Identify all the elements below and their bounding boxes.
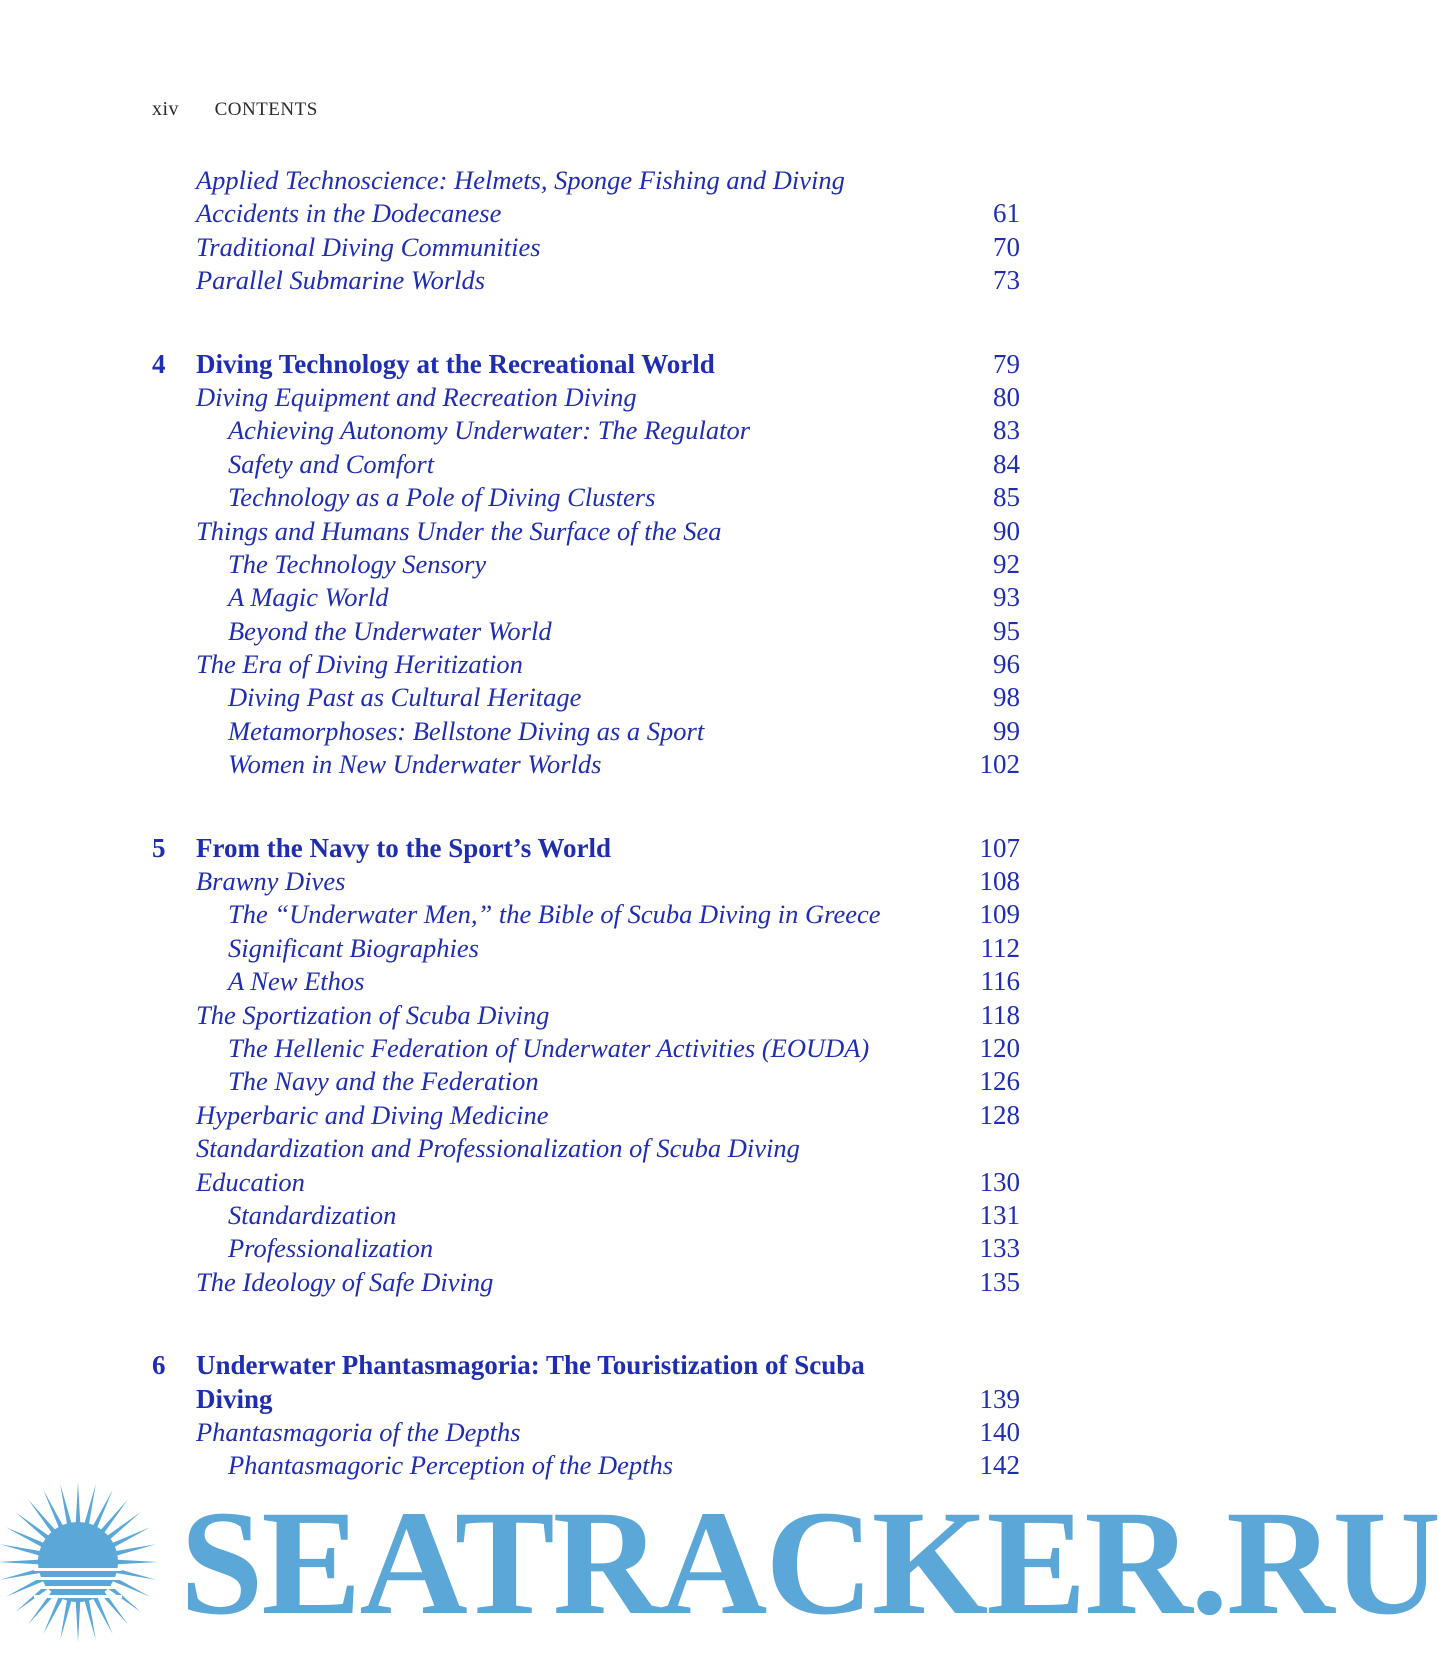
entry-title: Achieving Autonomy Underwater: The Regulator bbox=[228, 415, 751, 446]
entry-title: Underwater Phantasmagoria: The Touristization of Scuba bbox=[196, 1350, 865, 1381]
entry-title: The Hellenic Federation of Underwater Activities (EOUDA) bbox=[228, 1032, 870, 1063]
entry-page-number: 126 bbox=[979, 1066, 1020, 1097]
entry-page-number: 70 bbox=[993, 231, 1020, 262]
page-number: xiv bbox=[152, 98, 180, 120]
sun-stripe bbox=[34, 1568, 122, 1571]
entry-title: Significant Biographies bbox=[228, 932, 479, 963]
sun-ray bbox=[114, 1544, 156, 1556]
subsection-entry bbox=[152, 548, 1020, 581]
sun-ray bbox=[28, 1499, 56, 1533]
entry-page-number: 140 bbox=[979, 1416, 1020, 1447]
sun-ray bbox=[106, 1512, 140, 1540]
entry-page-number: 142 bbox=[979, 1450, 1020, 1481]
entry-title: Diving Past as Cultural Heritage bbox=[228, 682, 582, 713]
entry-title: Parallel Submarine Worlds bbox=[196, 265, 486, 296]
sun-ray bbox=[84, 1484, 96, 1526]
section-entry bbox=[152, 1166, 1020, 1199]
entry-title: Diving Equipment and Recreation Diving bbox=[196, 381, 637, 412]
subsection-entry bbox=[152, 748, 1020, 781]
subsection-entry bbox=[152, 414, 1020, 447]
entry-title: Standardization and Professionalization of Scuba Diving bbox=[196, 1133, 800, 1164]
chapter-number: 5 bbox=[152, 832, 166, 863]
subsection-entry bbox=[152, 1199, 1020, 1232]
entry-title: The Ideology of Safe Diving bbox=[196, 1266, 494, 1297]
running-header bbox=[152, 98, 318, 121]
section-entry bbox=[152, 231, 1020, 264]
subsection-entry bbox=[152, 581, 1020, 614]
chapter-entry bbox=[152, 348, 1020, 381]
entry-page-number: 131 bbox=[979, 1199, 1020, 1230]
chapter-entry bbox=[152, 1383, 1020, 1416]
entry-title: Traditional Diving Communities bbox=[196, 231, 541, 262]
sun-stripe bbox=[34, 1577, 122, 1580]
entry-page-number: 112 bbox=[980, 932, 1020, 963]
sun-ray bbox=[0, 1544, 42, 1556]
entry-title: The Technology Sensory bbox=[228, 548, 487, 579]
entry-title: Applied Technoscience: Helmets, Sponge Fishing and Diving bbox=[196, 165, 845, 195]
sun-disc bbox=[38, 1522, 118, 1602]
entry-title: Professionalization bbox=[228, 1233, 434, 1264]
entry-title: The Era of Diving Heritization bbox=[196, 649, 523, 680]
chapter-entry bbox=[152, 832, 1020, 865]
entry-page-number: 95 bbox=[993, 615, 1020, 646]
section-entry bbox=[152, 1416, 1020, 1449]
entry-page-number: 85 bbox=[993, 482, 1020, 513]
section-entry bbox=[152, 1099, 1020, 1132]
sun-ray bbox=[60, 1598, 72, 1640]
toc-section-ch3-continued bbox=[152, 164, 1020, 298]
entry-title: Technology as a Pole of Diving Clusters bbox=[228, 482, 656, 513]
running-title: CONTENTS bbox=[214, 99, 318, 120]
entry-title: Accidents in the Dodecanese bbox=[196, 198, 502, 229]
sun-ray bbox=[76, 1482, 81, 1524]
subsection-entry bbox=[152, 1232, 1020, 1265]
entry-title: Things and Humans Under the Surface of the Sea bbox=[196, 515, 722, 546]
subsection-entry bbox=[152, 448, 1020, 481]
entry-page-number: 128 bbox=[979, 1099, 1020, 1130]
section-entry bbox=[152, 1132, 1020, 1165]
toc-chapter-4 bbox=[152, 348, 1020, 782]
sun-ray bbox=[84, 1598, 96, 1640]
entry-page-number: 116 bbox=[980, 966, 1020, 997]
entry-title: The “Underwater Men,” the Bible of Scuba Diving in Greece bbox=[228, 899, 881, 930]
entry-title: Metamorphoses: Bellstone Diving as a Sport bbox=[228, 715, 705, 746]
sun-stripe bbox=[34, 1595, 122, 1598]
entry-page-number: 79 bbox=[993, 348, 1020, 379]
entry-title: From the Navy to the Sport’s World bbox=[196, 832, 611, 863]
toc-chapter-5 bbox=[152, 832, 1020, 1299]
subsection-entry bbox=[152, 965, 1020, 998]
entry-page-number: 133 bbox=[979, 1233, 1020, 1264]
subsection-entry bbox=[152, 932, 1020, 965]
toc-chapter-6 bbox=[152, 1349, 1020, 1483]
entry-title: Phantasmagoria of the Depths bbox=[196, 1416, 521, 1447]
section-entry bbox=[152, 264, 1020, 297]
entry-page-number: 84 bbox=[993, 448, 1020, 479]
entry-page-number: 109 bbox=[979, 899, 1020, 930]
sun-ray bbox=[100, 1499, 128, 1533]
watermark-text: SEATRACKER.RU bbox=[180, 1480, 1439, 1646]
section-entry bbox=[152, 648, 1020, 681]
entry-page-number: 118 bbox=[980, 999, 1020, 1030]
sun-ray bbox=[0, 1560, 40, 1565]
entry-page-number: 93 bbox=[993, 582, 1020, 613]
entry-page-number: 108 bbox=[979, 866, 1020, 897]
entry-title: Phantasmagoric Perception of the Depths bbox=[228, 1450, 674, 1481]
table-of-contents bbox=[152, 164, 1020, 1483]
subsection-entry bbox=[152, 481, 1020, 514]
entry-page-number: 61 bbox=[993, 198, 1020, 229]
section-entry bbox=[152, 164, 1020, 197]
entry-page-number: 90 bbox=[993, 515, 1020, 546]
entry-title: Brawny Dives bbox=[196, 866, 346, 897]
subsection-entry bbox=[152, 1065, 1020, 1098]
subsection-entry bbox=[152, 681, 1020, 714]
subsection-entry bbox=[152, 1449, 1020, 1482]
entry-page-number: 73 bbox=[993, 265, 1020, 296]
entry-page-number: 120 bbox=[979, 1032, 1020, 1063]
entry-title: Diving bbox=[196, 1383, 273, 1414]
sun-ray bbox=[116, 1560, 158, 1565]
entry-page-number: 102 bbox=[979, 749, 1020, 780]
entry-title: The Navy and the Federation bbox=[228, 1066, 539, 1097]
section-entry bbox=[152, 381, 1020, 414]
entry-page-number: 92 bbox=[993, 548, 1020, 579]
entry-title: Safety and Comfort bbox=[228, 448, 435, 479]
section-entry bbox=[152, 999, 1020, 1032]
sun-stripe bbox=[34, 1586, 122, 1589]
entry-title: Hyperbaric and Diving Medicine bbox=[196, 1099, 549, 1130]
entry-title: Beyond the Underwater World bbox=[228, 615, 552, 646]
entry-page-number: 98 bbox=[993, 682, 1020, 713]
subsection-entry bbox=[152, 715, 1020, 748]
entry-page-number: 96 bbox=[993, 649, 1020, 680]
chapter-number: 4 bbox=[152, 348, 166, 379]
entry-page-number: 107 bbox=[979, 832, 1020, 863]
entry-page-number: 80 bbox=[993, 381, 1020, 412]
sun-ray bbox=[15, 1512, 49, 1540]
chapter-entry bbox=[152, 1349, 1020, 1382]
entry-page-number: 83 bbox=[993, 415, 1020, 446]
section-entry bbox=[152, 1266, 1020, 1299]
entry-title: A New Ethos bbox=[228, 966, 365, 997]
entry-title: Women in New Underwater Worlds bbox=[228, 749, 602, 780]
entry-page-number: 130 bbox=[979, 1166, 1020, 1197]
chapter-number: 6 bbox=[152, 1350, 166, 1381]
subsection-entry bbox=[152, 615, 1020, 648]
section-entry bbox=[152, 515, 1020, 548]
section-entry bbox=[152, 197, 1020, 230]
sun-ray bbox=[60, 1484, 72, 1526]
entry-page-number: 139 bbox=[979, 1383, 1020, 1414]
entry-title: The Sportization of Scuba Diving bbox=[196, 999, 550, 1030]
entry-title: A Magic World bbox=[228, 582, 389, 613]
entry-title: Standardization bbox=[228, 1199, 397, 1230]
sun-ray bbox=[76, 1600, 81, 1642]
section-entry bbox=[152, 865, 1020, 898]
entry-page-number: 135 bbox=[979, 1266, 1020, 1297]
subsection-entry bbox=[152, 898, 1020, 931]
subsection-entry bbox=[152, 1032, 1020, 1065]
entry-title: Diving Technology at the Recreational World bbox=[196, 348, 715, 379]
entry-page-number: 99 bbox=[993, 715, 1020, 746]
entry-title: Education bbox=[196, 1166, 305, 1197]
